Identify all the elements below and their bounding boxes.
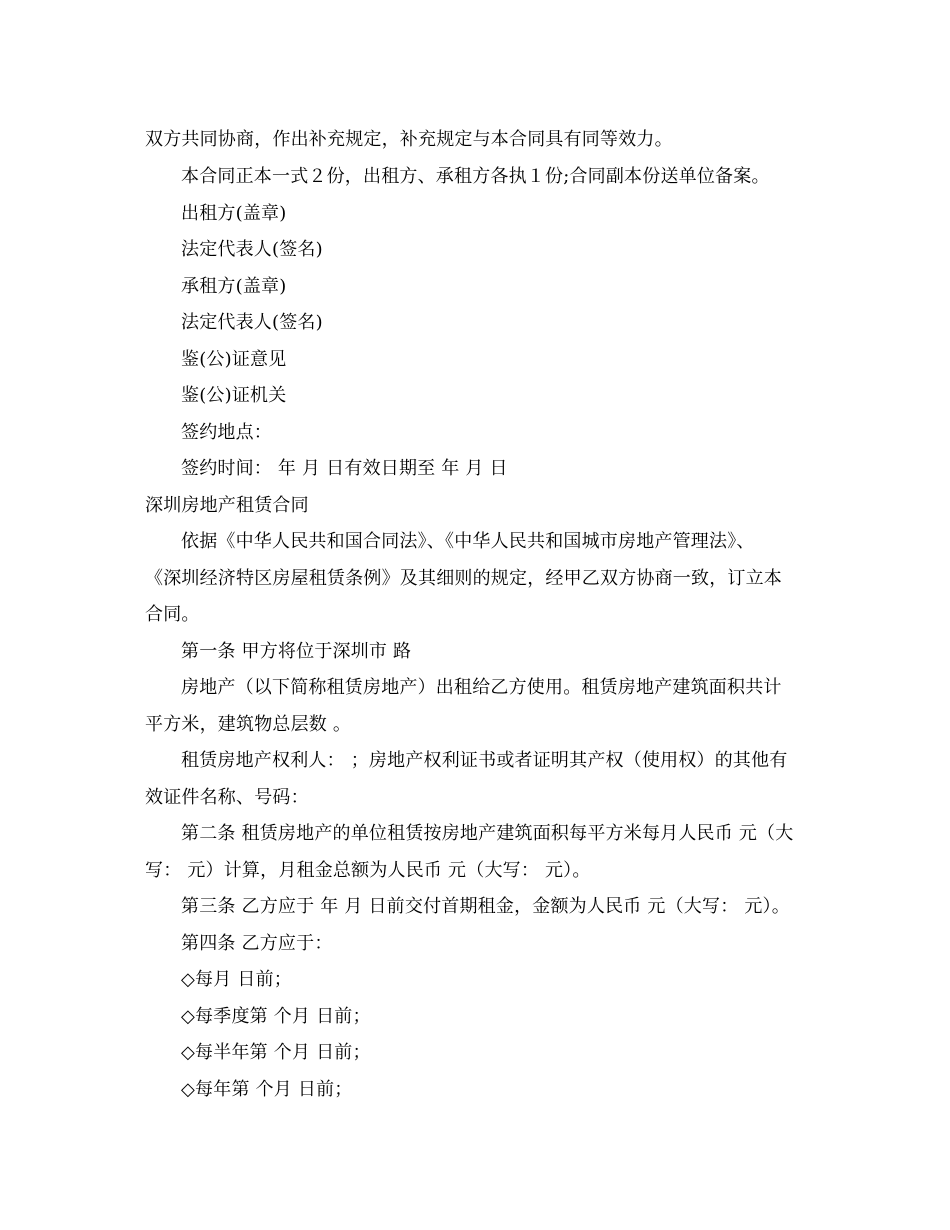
text-line: 本合同正本一式２份，出租方、承租方各执１份;合同副本份送单位备案。 [181, 166, 770, 187]
text-line: 法定代表人(签名) [181, 312, 323, 333]
text-line: 第一条 甲方将位于深圳市 路 [181, 641, 412, 662]
text-line: 效证件名称、号码： [145, 787, 309, 808]
list-item: ◇每半年第 个月 日前； [181, 1042, 371, 1063]
text-line: 写： 元）计算，月租金总额为人民币 元（大写： 元）。 [145, 860, 591, 881]
text-line: 出租方(盖章) [181, 203, 287, 224]
text-line: 法定代表人(签名) [181, 239, 323, 260]
list-item: ◇每月 日前； [181, 969, 292, 990]
text-line: 平方米，建筑物总层数 。 [145, 714, 352, 735]
section-title: 深圳房地产租赁合同 [145, 495, 309, 516]
text-line: 依据《中华人民共和国合同法》、《中华人民共和国城市房地产管理法》、 [181, 531, 755, 552]
text-line: 双方共同协商，作出补充规定，补充规定与本合同具有同等效力。 [145, 129, 673, 150]
list-item: ◇每年第 个月 日前； [181, 1079, 353, 1100]
text-line: 第四条 乙方应于： [181, 933, 333, 954]
text-line: 合同。 [145, 604, 200, 625]
text-line: 租赁房地产权利人： ；房地产权利证书或者证明其产权（使用权）的其他有 [181, 750, 788, 771]
list-item: ◇每季度第 个月 日前； [181, 1006, 371, 1027]
text-line: 鉴(公)证意见 [181, 349, 287, 370]
text-line: 签约地点： [181, 422, 272, 443]
text-line: 第二条 租赁房地产的单位租赁按房地产建筑面积每平方米每月人民币 元（大 [181, 823, 794, 844]
text-line: 签约时间： 年 月 日有效日期至 年 月 日 [181, 458, 508, 479]
text-line: 《深圳经济特区房屋租赁条例》及其细则的规定，经甲乙双方协商一致，订立本 [145, 568, 782, 589]
text-line: 承租方(盖章) [181, 276, 287, 297]
text-line: 第三条 乙方应于 年 月 日前交付首期租金，金额为人民币 元（大写： 元）。 [181, 896, 790, 917]
text-line: 鉴(公)证机关 [181, 385, 287, 406]
text-line: 房地产（以下简称租赁房地产）出租给乙方使用。租赁房地产建筑面积共计 [181, 677, 782, 698]
